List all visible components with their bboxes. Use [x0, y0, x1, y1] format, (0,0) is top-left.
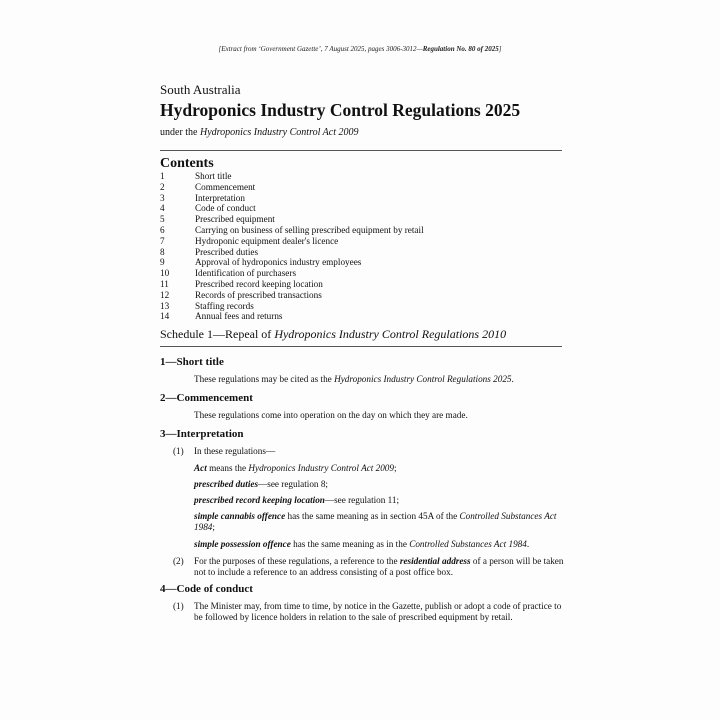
contents-item[interactable] — [160, 268, 562, 279]
definition-prescribed-duties — [194, 479, 564, 490]
section-heading-commencement: 2—Commencement — [160, 392, 253, 404]
contents-item[interactable] — [160, 203, 562, 214]
contents-item-number: 4 — [160, 203, 165, 214]
contents-item[interactable] — [160, 311, 562, 322]
contents-item-number: 9 — [160, 257, 165, 268]
divider — [160, 150, 562, 151]
contents-item-number: 2 — [160, 181, 165, 192]
section-text: In these regulations— — [194, 446, 276, 456]
italic-run: Controlled Substances Act 1984 — [409, 539, 527, 549]
contents-item-number: 10 — [160, 268, 170, 279]
contents-item-title: Interpretation — [195, 192, 245, 203]
text-run: . — [526, 539, 530, 549]
section-heading-code-of-conduct: 4—Code of conduct — [160, 583, 253, 595]
section-text: The Minister may, from time to time, by notice in the Gazette, publish or adopt a code of practice to be followed by licence holders in relation to the sale of prescribed equipment by retail. — [194, 601, 562, 622]
contents-item-title: Prescribed record keeping location — [195, 278, 323, 289]
definition-term: prescribed duties — [194, 479, 259, 489]
contents-item-title: Prescribed equipment — [195, 214, 275, 225]
contents-item[interactable] — [160, 236, 562, 247]
text-run: —see regulation 8; — [258, 479, 328, 489]
section-text — [194, 556, 564, 578]
divider — [160, 346, 562, 347]
section-heading-short-title: 1—Short title — [160, 356, 224, 368]
extract-close: ] — [498, 45, 502, 53]
contents-item-number: 8 — [160, 246, 165, 257]
text-run: has the same meaning as in the — [290, 539, 410, 549]
contents-item[interactable] — [160, 290, 562, 301]
subsection-number: (2) — [173, 556, 184, 566]
extract-regulation-number: Regulation No. 80 of 2025 — [422, 45, 499, 53]
contents-item-title: Staffing records — [195, 300, 254, 311]
contents-item[interactable] — [160, 214, 562, 225]
definition-term: simple possession offence — [194, 539, 291, 549]
text-run: —see regulation 11; — [324, 495, 400, 505]
text-run: ; — [394, 463, 397, 473]
contents-item-number: 6 — [160, 224, 165, 235]
contents-item[interactable] — [160, 257, 562, 268]
enabling-act-line — [160, 127, 359, 138]
contents-item-title: Records of prescribed transactions — [195, 289, 322, 300]
text-run: ; — [212, 522, 215, 532]
contents-item[interactable] — [160, 247, 562, 258]
contents-item-title: Identification of purchasers — [195, 268, 297, 279]
contents-item-number: 13 — [160, 300, 170, 311]
contents-item[interactable] — [160, 301, 562, 312]
section-heading-interpretation: 3—Interpretation — [160, 428, 244, 440]
contents-item-title: Approval of hydroponics industry employees — [195, 257, 362, 268]
contents-item-title: Commencement — [195, 181, 256, 192]
contents-item-number: 11 — [160, 278, 169, 289]
contents-item-number: 1 — [160, 171, 165, 181]
extract-text: [Extract from ‘Government Gazette’, 7 August 2025, pages 3006-3012— — [218, 45, 423, 53]
text-run: has the same meaning as in section 45A of the — [285, 511, 460, 521]
contents-item[interactable] — [160, 225, 562, 236]
contents-item[interactable] — [160, 279, 562, 290]
text-run: . — [511, 374, 514, 384]
contents-item-title: Code of conduct — [195, 203, 256, 214]
subsection-number: (1) — [173, 601, 184, 611]
italic-run: Hydroponics Industry Control Act 2009 — [248, 463, 394, 473]
definition-term: prescribed record keeping location — [194, 495, 325, 505]
definition-act — [194, 463, 564, 474]
italic-run: Controlled Substances Act 1984 — [194, 511, 557, 532]
definition-record-keeping-location — [194, 495, 564, 506]
contents-item-title: Carrying on business of selling prescribed equipment by retail — [195, 224, 424, 235]
contents-item[interactable] — [160, 193, 562, 204]
definition-term: Act — [194, 463, 207, 473]
text-run: of a person will be taken not to include a reference to an address consisting of a post office box. — [194, 556, 564, 577]
contents-list — [160, 171, 562, 322]
definition-term: residential address — [399, 556, 471, 566]
contents-item-number: 12 — [160, 289, 170, 300]
under-prefix: under the — [160, 127, 200, 138]
contents-item-number: 3 — [160, 192, 165, 203]
contents-item-title: Hydroponic equipment dealer's licence — [195, 235, 339, 246]
jurisdiction: South Australia — [160, 82, 241, 97]
text-run: means the — [206, 463, 249, 473]
enabling-act-name: Hydroponics Industry Control Act 2009 — [200, 127, 359, 138]
schedule-repealed-title: Hydroponics Industry Control Regulations 2010 — [274, 327, 507, 341]
contents-item-title: Annual fees and returns — [195, 311, 283, 322]
contents-item[interactable] — [160, 182, 562, 193]
text-run: For the purposes of these regulations, a reference to the — [194, 556, 400, 566]
section-text — [194, 374, 564, 385]
subsection-number: (1) — [173, 446, 184, 456]
schedule-prefix: Schedule 1—Repeal of — [160, 327, 275, 341]
italic-run: Hydroponics Industry Control Regulations 2025 — [334, 374, 512, 384]
text-run: These regulations may be cited as the — [194, 374, 335, 384]
definition-simple-possession-offence — [194, 539, 564, 550]
definition-term: simple cannabis offence — [194, 511, 286, 521]
section-text: These regulations come into operation on the day on which they are made. — [194, 410, 468, 420]
definition-simple-cannabis-offence — [194, 511, 564, 533]
contents-item-title: Short title — [195, 171, 232, 181]
contents-item-number: 5 — [160, 214, 165, 225]
contents-heading: Contents — [160, 156, 214, 171]
contents-item[interactable] — [160, 171, 562, 182]
contents-schedule-item[interactable] — [160, 327, 506, 342]
gazette-extract-note — [0, 45, 720, 53]
regulation-title: Hydroponics Industry Control Regulations 2025 — [160, 100, 521, 120]
contents-item-number: 14 — [160, 311, 170, 322]
contents-item-title: Prescribed duties — [195, 246, 259, 257]
contents-item-number: 7 — [160, 235, 165, 246]
